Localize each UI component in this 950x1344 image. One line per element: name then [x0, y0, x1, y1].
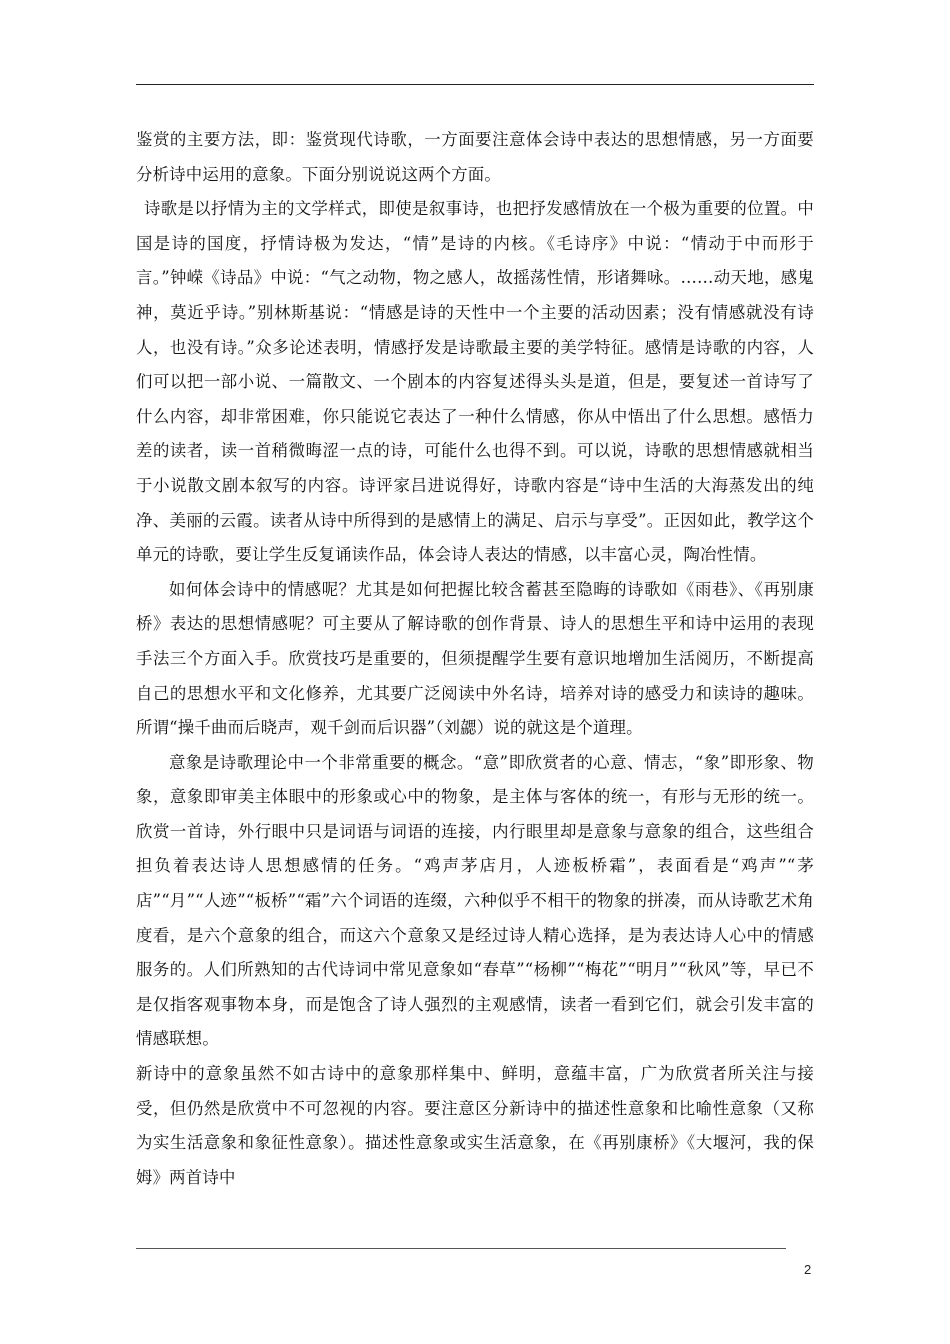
paragraph-how-to-appreciate: 如何体会诗中的情感呢？尤其是如何把握比较含蓄甚至隐晦的诗歌如《雨巷》、《再别康桥》表达的思想情感呢？可主要从了解诗歌的创作背景、诗人的思想生平和诗中运用的表现手法三个方面入手。欣赏技巧是重要的，但须提醒学生要有意识地增加生活阅历，不断提高自己的思想水平和文化修养，尤其要广泛阅读中外名诗，培养对诗的感受力和读诗的趣味。所谓“操千曲而后晓声，观千剑而后识器”（刘勰）说的就这是个道理。 — [136, 579, 814, 738]
body-text — [136, 123, 814, 1195]
footer-rule — [136, 1248, 786, 1249]
paragraph-intro: 鉴赏的主要方法，即：鉴赏现代诗歌，一方面要注意体会诗中表达的思想情感，另一方面要分析诗中运用的意象。下面分别说说这两个方面。 — [136, 130, 814, 184]
header-rule — [136, 84, 814, 85]
paragraph-new-poetry-imagery: 新诗中的意象虽然不如古诗中的意象那样集中、鲜明，意蕴丰富，广为欣赏者所关注与接受，但仍然是欣赏中不可忽视的内容。要注意区分新诗中的描述性意象和比喻性意象（又称为实生活意象和象征性意象）。描述性意象或实生活意象，在《再别康桥》《大堰河，我的保姆》两首诗中 — [136, 1064, 814, 1187]
page-number: 2 — [804, 1262, 812, 1277]
paragraph-emotion: 诗歌是以抒情为主的文学样式，即使是叙事诗，也把抒发感情放在一个极为重要的位置。中国是诗的国度，抒情诗极为发达，“情”是诗的内核。《毛诗序》中说：“情动于中而形于言。”钟嵘《诗品》中说：“气之动物，物之感人，故摇荡性情，形诸舞咏。……动天地，感鬼神，莫近乎诗。”别林斯基说：“情感是诗的天性中一个主要的活动因素；没有情感就没有诗人，也没有诗。”众多论述表明，情感抒发是诗歌最主要的美学特征。感情是诗歌的内容，人们可以把一部小说、一篇散文、一个剧本的内容复述得头头是道，但是，要复述一首诗写了什么内容，却非常困难，你只能说它表达了一种什么情感，你从中悟出了什么思想。感悟力差的读者，读一首稍微晦涩一点的诗，可能什么也得不到。可以说，诗歌的思想情感就相当于小说散文剧本叙写的内容。诗评家吕进说得好，诗歌内容是“诗中生活的大海蒸发出的纯净、美丽的云霞。读者从诗中所得到的是感情上的满足、启示与享受”。正因如此，教学这个单元的诗歌，要让学生反复诵读作品，体会诗人表达的情感，以丰富心灵，陶冶性情。 — [136, 199, 814, 565]
paragraph-imagery: 意象是诗歌理论中一个非常重要的概念。“意”即欣赏者的心意、情志，“象”即形象、物象，意象即审美主体眼中的形象或心中的物象，是主体与客体的统一，有形与无形的统一。欣赏一首诗，外行眼中只是词语与词语的连接，内行眼里却是意象与意象的组合，这些组合担负着表达诗人思想感情的任务。“鸡声茅店月，人迹板桥霜”，表面看是“鸡声”“茅店”“月”“人迹”“板桥”“霜”六个词语的连缀，六种似乎不相干的物象的拼凑，而从诗歌艺术角度看，是六个意象的组合，而这六个意象又是经过诗人精心选择，是为表达诗人心中的情感服务的。人们所熟知的古代诗词中常见意象如“春草”“杨柳”“梅花”“明月”“秋风”等，早已不是仅指客观事物本身，而是饱含了诗人强烈的主观感情，读者一看到它们，就会引发丰富的情感联想。 — [136, 752, 814, 1049]
